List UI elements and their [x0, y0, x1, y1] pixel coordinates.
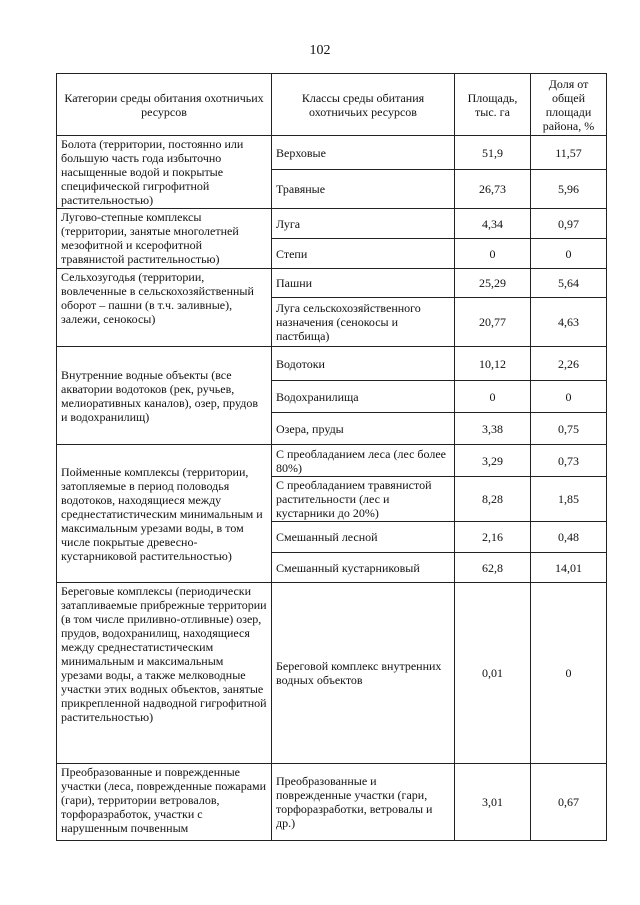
class-cell: Пашни — [272, 269, 455, 298]
share-cell: 2,26 — [531, 347, 607, 381]
area-cell: 3,01 — [455, 764, 531, 841]
share-cell: 4,63 — [531, 298, 607, 347]
class-cell: С преобладанием травянистой растительности (лес и кустарники до 20%) — [272, 477, 455, 522]
header-share: Доля от общей площади района, % — [531, 74, 607, 136]
area-cell: 10,12 — [455, 347, 531, 381]
class-cell: Озера, пруды — [272, 413, 455, 445]
table-row — [57, 445, 607, 477]
table-row — [57, 764, 607, 841]
table-header-row — [57, 74, 607, 136]
class-cell: Преобразованные и поврежденные участки (гари, торфоразработки, ветровалы и др.) — [272, 764, 455, 841]
share-cell: 11,57 — [531, 136, 607, 170]
area-cell: 0 — [455, 239, 531, 269]
area-cell: 8,28 — [455, 477, 531, 522]
class-cell: Степи — [272, 239, 455, 269]
table-row — [57, 209, 607, 239]
share-cell: 14,01 — [531, 553, 607, 583]
header-category: Категории среды обитания охотничьих ресурсов — [57, 74, 272, 136]
share-cell: 5,64 — [531, 269, 607, 298]
share-cell: 0,97 — [531, 209, 607, 239]
area-cell: 51,9 — [455, 136, 531, 170]
area-cell: 2,16 — [455, 522, 531, 553]
share-cell: 0,75 — [531, 413, 607, 445]
category-cell: Лугово-степные комплексы (территории, занятые многолетней мезофитной и ксерофитной травянистой растительностью) — [57, 209, 272, 269]
area-cell: 62,8 — [455, 553, 531, 583]
area-cell: 4,34 — [455, 209, 531, 239]
area-cell: 20,77 — [455, 298, 531, 347]
class-cell: С преобладанием леса (лес более 80%) — [272, 445, 455, 477]
table-row — [57, 136, 607, 170]
share-cell: 0,73 — [531, 445, 607, 477]
class-cell: Береговой комплекс внутренних водных объектов — [272, 583, 455, 764]
share-cell: 5,96 — [531, 170, 607, 209]
area-cell: 26,73 — [455, 170, 531, 209]
class-cell: Водотоки — [272, 347, 455, 381]
area-cell: 0,01 — [455, 583, 531, 764]
class-cell: Луга — [272, 209, 455, 239]
class-cell: Смешанный кустарниковый — [272, 553, 455, 583]
share-cell: 1,85 — [531, 477, 607, 522]
header-class: Классы среды обитания охотничьих ресурсов — [272, 74, 455, 136]
category-cell: Преобразованные и поврежденные участки (леса, поврежденные пожарами (гари), территории ветровалов, торфоразработок, участки с нарушенным почвенным — [57, 764, 272, 841]
table-row — [57, 583, 607, 764]
share-cell: 0 — [531, 381, 607, 413]
share-cell: 0 — [531, 583, 607, 764]
header-area: Площадь, тыс. га — [455, 74, 531, 136]
area-cell: 0 — [455, 381, 531, 413]
share-cell: 0,48 — [531, 522, 607, 553]
table-row — [57, 269, 607, 298]
category-cell: Болота (территории, постоянно или большую часть года избыточно насыщенные водой и покрытые специфической гигрофитной растительностью) — [57, 136, 272, 209]
category-cell: Береговые комплексы (периодически затапливаемые прибрежные территории (в том числе приливно-отливные) озер, прудов, водохранилищ, находящиеся между среднестатистическим минимальным и максимальным урезами воды, а также мелководные участки этих водных объектов, занятые прикрепленной надводной гигрофитной растительностью) — [57, 583, 272, 764]
share-cell: 0 — [531, 239, 607, 269]
category-cell: Пойменные комплексы (территории, затопляемые в период половодья водотоков, находящиеся между среднестатистическим минимальным и максимальным урезами воды, в том числе покрытые древесно-кустарниковой растительностью) — [57, 445, 272, 583]
habitat-table — [56, 73, 607, 841]
class-cell: Луга сельскохозяйственного назначения (сенокосы и пастбища) — [272, 298, 455, 347]
class-cell: Водохранилища — [272, 381, 455, 413]
class-cell: Верховые — [272, 136, 455, 170]
class-cell: Травяные — [272, 170, 455, 209]
area-cell: 3,38 — [455, 413, 531, 445]
table-row — [57, 347, 607, 381]
area-cell: 25,29 — [455, 269, 531, 298]
class-cell: Смешанный лесной — [272, 522, 455, 553]
category-cell: Сельхозугодья (территории, вовлеченные в сельскохозяйственный оборот – пашни (в т.ч. заливные), залежи, сенокосы) — [57, 269, 272, 347]
category-cell: Внутренние водные объекты (все акватории водотоков (рек, ручьев, мелиоративных каналов), озер, прудов и водохранилищ) — [57, 347, 272, 445]
area-cell: 3,29 — [455, 445, 531, 477]
share-cell: 0,67 — [531, 764, 607, 841]
page-number: 102 — [309, 43, 331, 58]
